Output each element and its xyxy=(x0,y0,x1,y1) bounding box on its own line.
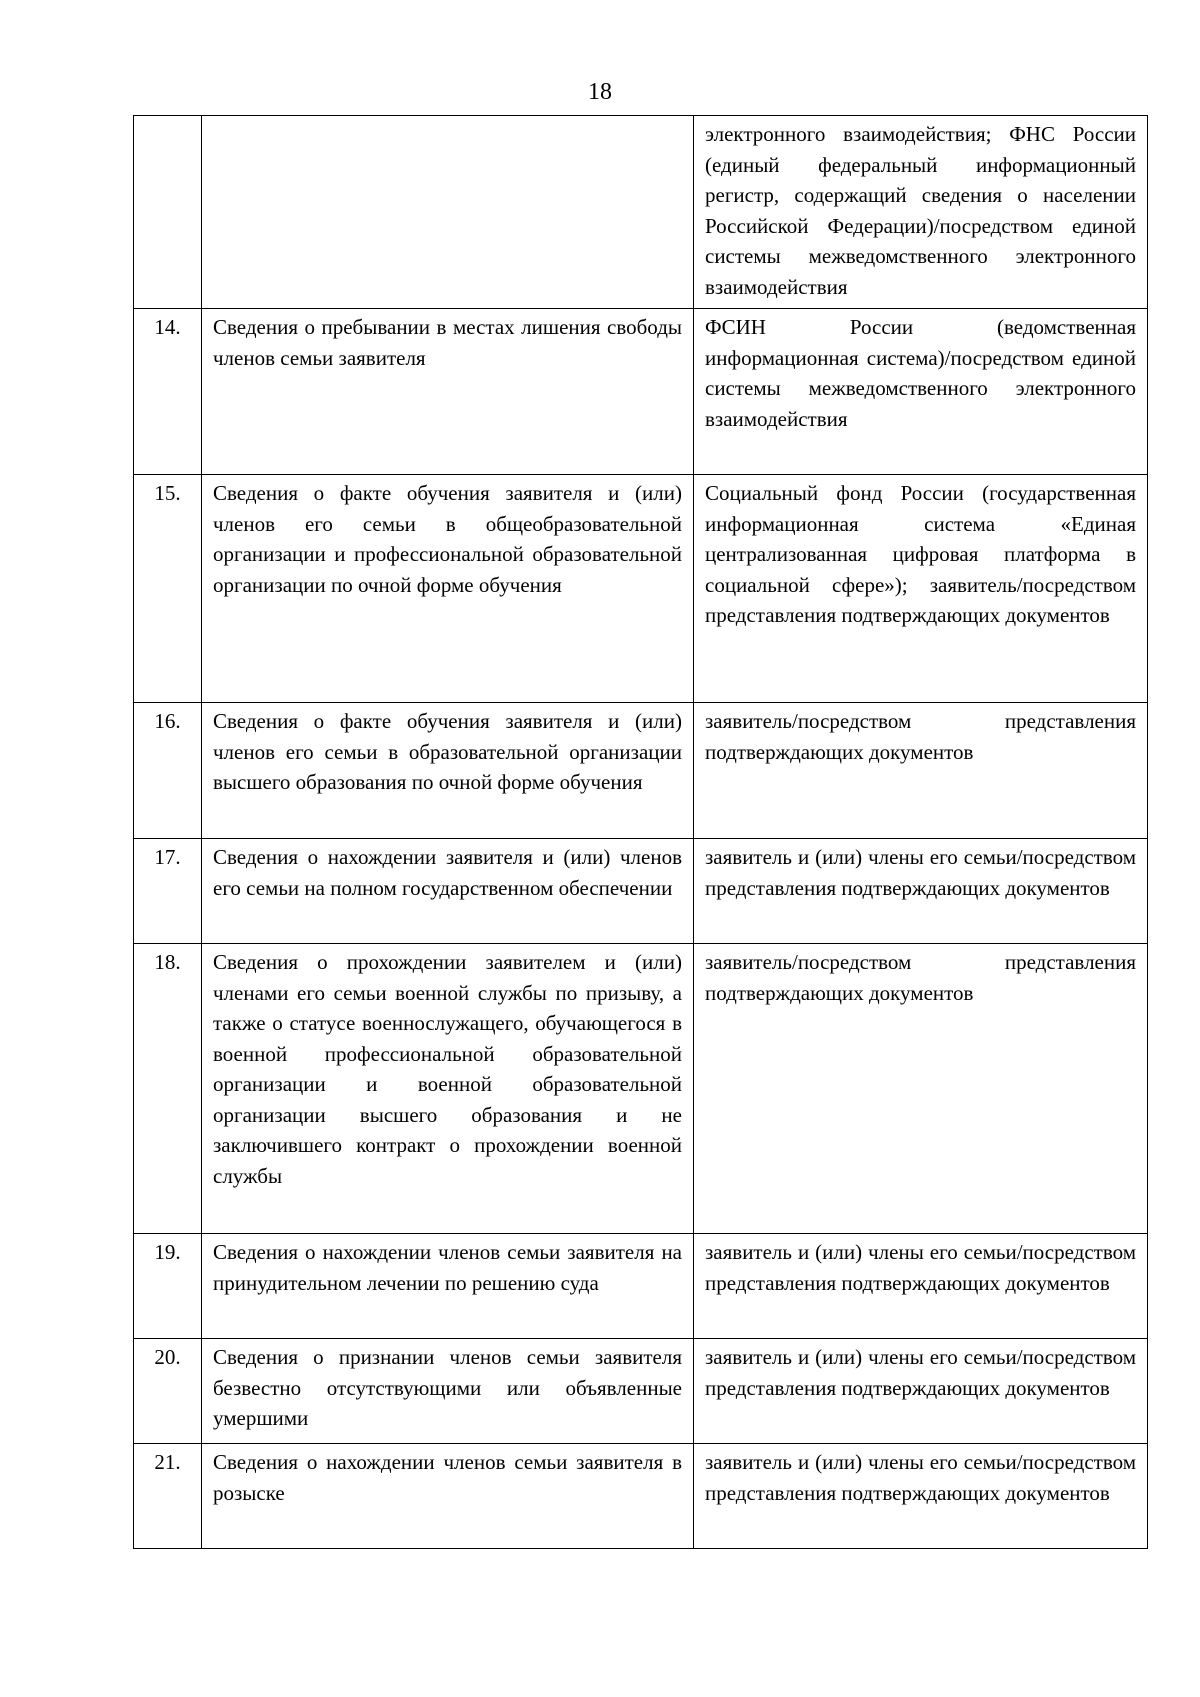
page-number: 18 xyxy=(588,79,612,105)
row-number: 17. xyxy=(134,839,202,944)
row-source: заявитель/посредством представления подтверждающих документов xyxy=(694,703,1148,839)
row-number xyxy=(134,116,202,309)
table-row-17 xyxy=(134,839,1148,944)
row-source: заявитель и (или) члены его семьи/посредством представления подтверждающих документов xyxy=(694,1234,1148,1339)
row-source: заявитель и (или) члены его семьи/посредством представления подтверждающих документов xyxy=(694,839,1148,944)
table-row-21 xyxy=(134,1444,1148,1549)
table-row-18 xyxy=(134,944,1148,1234)
table-row-15 xyxy=(134,475,1148,703)
data-sources-table xyxy=(133,115,1148,1549)
table-row-19 xyxy=(134,1234,1148,1339)
row-description: Сведения о нахождении членов семьи заявителя в розыске xyxy=(202,1444,694,1549)
table-row-16 xyxy=(134,703,1148,839)
row-description: Сведения о пребывании в местах лишения свободы членов семьи заявителя xyxy=(202,309,694,475)
row-source: заявитель/посредством представления подтверждающих документов xyxy=(694,944,1148,1234)
row-source: заявитель и (или) члены его семьи/посредством представления подтверждающих документов xyxy=(694,1339,1148,1444)
row-number: 14. xyxy=(134,309,202,475)
row-source: электронного взаимодействия; ФНС России (единый федеральный информационный регистр, содержащий сведения о населении Российской Федерации)/посредством единой системы межведомственного электронного взаимодействия xyxy=(694,116,1148,309)
table-row-14 xyxy=(134,309,1148,475)
row-description: Сведения о нахождении заявителя и (или) членов его семьи на полном государственном обеспечении xyxy=(202,839,694,944)
row-number: 18. xyxy=(134,944,202,1234)
row-description: Сведения о факте обучения заявителя и (или) членов его семьи в общеобразовательной организации и профессиональной образовательной организации по очной форме обучения xyxy=(202,475,694,703)
table-row-continued xyxy=(134,116,1148,309)
row-number: 15. xyxy=(134,475,202,703)
row-number: 16. xyxy=(134,703,202,839)
row-source: заявитель и (или) члены его семьи/посредством представления подтверждающих документов xyxy=(694,1444,1148,1549)
row-description: Сведения о признании членов семьи заявителя безвестно отсутствующими или объявленные умершими xyxy=(202,1339,694,1444)
row-description: Сведения о факте обучения заявителя и (или) членов его семьи в образовательной организации высшего образования по очной форме обучения xyxy=(202,703,694,839)
row-number: 20. xyxy=(134,1339,202,1444)
row-number: 21. xyxy=(134,1444,202,1549)
table-row-20 xyxy=(134,1339,1148,1444)
row-description xyxy=(202,116,694,309)
row-description: Сведения о нахождении членов семьи заявителя на принудительном лечении по решению суда xyxy=(202,1234,694,1339)
row-source: Социальный фонд России (государственная информационная система «Единая централизованная цифровая платформа в социальной сфере»); заявитель/посредством представления подтверждающих документов xyxy=(694,475,1148,703)
row-number: 19. xyxy=(134,1234,202,1339)
row-source: ФСИН России (ведомственная информационная система)/посредством единой системы межведомственного электронного взаимодействия xyxy=(694,309,1148,475)
row-description: Сведения о прохождении заявителем и (или) членами его семьи военной службы по призыву, а также о статусе военнослужащего, обучающегося в военной профессиональной образовательной организации и военной образовательной организации высшего образования и не заключившего контракт о прохождении военной службы xyxy=(202,944,694,1234)
